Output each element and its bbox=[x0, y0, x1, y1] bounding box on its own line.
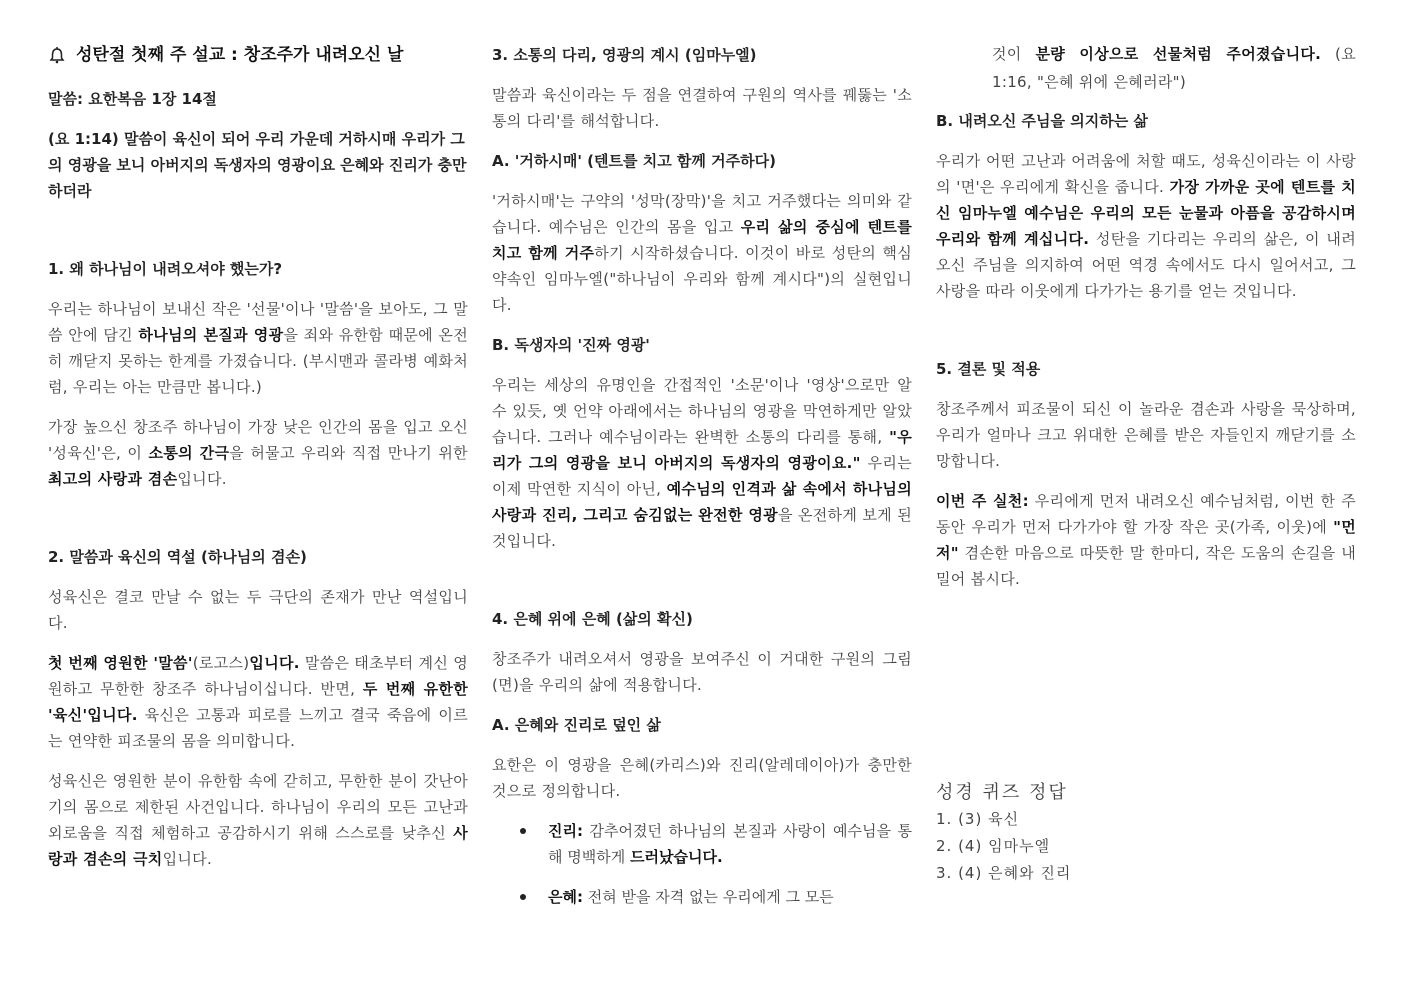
column-middle bbox=[492, 40, 912, 910]
section-4a-heading: A. 은혜와 진리로 덮인 삶 bbox=[492, 716, 661, 734]
quiz-answer: 1. (3) 육신 bbox=[936, 810, 1020, 828]
section-5-heading: 5. 결론 및 적용 bbox=[936, 360, 1041, 378]
section-1-paragraph-1: 우리는 하나님이 보내신 작은 '선물'이나 '말씀'을 보아도, 그 말씀 안에 담긴 하나님의 본질과 영광을 죄와 유한함 때문에 온전히 깨닫지 못하는 한계를 가졌습니다. (부시맨과 콜라병 예화처럼, 우리는 아는 만큼만 봅니다.) bbox=[48, 300, 469, 396]
section-2-paragraph-3: 성육신은 영원한 분이 유한함 속에 갇히고, 무한한 분이 갓난아기의 몸으로 제한된 사건입니다. 하나님이 우리의 모든 고난과 외로움을 직접 체험하고 공감하시기 위해 스스로를 낮추신 사랑과 겸손의 극치입니다. bbox=[48, 772, 468, 868]
grace-continuation: 것이 분량 이상으로 선물처럼 주어졌습니다. (요 1:16, "은혜 위에 은혜러라") bbox=[992, 45, 1356, 91]
scripture-reference: 말씀: 요한복음 1장 14절 bbox=[48, 90, 217, 108]
section-3a-heading: A. '거하시매' (텐트를 치고 함께 거주하다) bbox=[492, 152, 776, 170]
list-item: 진리: 감추어졌던 하나님의 본질과 사랑이 예수님을 통해 명백하게 드러났습니다. bbox=[548, 818, 912, 870]
section-2-heading: 2. 말씀과 육신의 역설 (하나님의 겸손) bbox=[48, 548, 307, 566]
section-4a-paragraph: 요한은 이 영광을 은혜(카리스)와 진리(알레데이아)가 충만한 것으로 정의합니다. bbox=[492, 756, 912, 800]
section-3b-heading: B. 독생자의 '진짜 영광' bbox=[492, 336, 650, 354]
section-4b-heading: B. 내려오신 주님을 의지하는 삶 bbox=[936, 112, 1148, 130]
column-left bbox=[48, 40, 468, 872]
section-5-paragraph-1: 창조주께서 피조물이 되신 이 놀라운 겸손과 사랑을 묵상하며, 우리가 얼마나 크고 위대한 은혜를 받은 자들인지 깨닫기를 소망합니다. bbox=[936, 400, 1356, 470]
section-4b-paragraph: 우리가 어떤 고난과 어려움에 처할 때도, 성육신이라는 이 사랑의 '면'은 우리에게 확신을 줍니다. 가장 가까운 곳에 텐트를 치신 임마누엘 예수님은 우리의 모든 눈물과 아픔을 공감하시며 우리와 함께 계십니다. 성탄을 기다리는 우리의 삶은, 이 내려오신 주님을 의지하여 어떤 역경 속에서도 다시 일어서고, 그 사랑을 따라 이웃에게 다가가는 용기를 얻는 것입니다. bbox=[936, 152, 1357, 300]
section-4-paragraph-1: 창조주가 내려오셔서 영광을 보여주신 이 거대한 구원의 그림(면)을 우리의 삶에 적용합니다. bbox=[492, 650, 912, 694]
bible-quiz-answers bbox=[936, 780, 1356, 887]
section-3b-paragraph: 우리는 세상의 유명인을 간접적인 '소문'이나 '영상'으로만 알 수 있듯, 옛 언약 아래에서는 하나님의 영광을 막연하게만 알았습니다. 그러나 예수님이라는 완벽한 소통의 다리를 통해, "우리가 그의 영광을 보니 아버지의 독생자의 영광이요." 우리는 이제 막연한 지식이 아닌, 예수님의 인격과 삶 속에서 하나님의 사랑과 진리, 그리고 숨김없는 완전한 영광을 온전하게 보게 된 것입니다. bbox=[492, 376, 912, 550]
list-item: 은혜: 전혀 받을 자격 없는 우리에게 그 모든 bbox=[548, 884, 912, 910]
quiz-title: 성경 퀴즈 정답 bbox=[936, 782, 1068, 803]
section-3a-paragraph: '거하시매'는 구약의 '성막(장막)'을 치고 거주했다는 의미와 같습니다. 예수님은 인간의 몸을 입고 우리 삶의 중심에 텐트를 치고 함께 거주하기 시작하셨습니다. 이것이 바로 성탄의 핵심 약속인 임마누엘("하나님이 우리와 함께 계시다")의 실현입니다. bbox=[492, 192, 912, 314]
section-1-paragraph-2: 가장 높으신 창조주 하나님이 가장 낮은 인간의 몸을 입고 오신 '성육신'은, 이 소통의 간극을 허물고 우리와 직접 만나기 위한 최고의 사랑과 겸손입니다. bbox=[48, 418, 468, 488]
sermon-title: 성탄절 첫째 주 설교 : 창조주가 내려오신 날 bbox=[48, 40, 468, 70]
key-verse: (요 1:14) 말씀이 육신이 되어 우리 가운데 거하시매 우리가 그의 영광을 보니 아버지의 독생자의 영광이요 은혜와 진리가 충만하더라 bbox=[48, 130, 467, 200]
section-5-paragraph-2: 이번 주 실천: 우리에게 먼저 내려오신 예수님처럼, 이번 한 주 동안 우리가 먼저 다가가야 할 가장 작은 곳(가족, 이웃)에 "먼저" 겸손한 마음으로 따뜻한 말 한마디, 작은 도움의 손길을 내밀어 봅시다. bbox=[936, 492, 1357, 588]
section-4-heading: 4. 은혜 위에 은혜 (삶의 확신) bbox=[492, 610, 693, 628]
bell-icon bbox=[48, 46, 66, 64]
section-2-paragraph-1: 성육신은 결코 만날 수 없는 두 극단의 존재가 만난 역설입니다. bbox=[48, 588, 468, 632]
quiz-answer: 3. (4) 은혜와 진리 bbox=[936, 864, 1072, 882]
section-1-heading: 1. 왜 하나님이 내려오셔야 했는가? bbox=[48, 260, 283, 278]
section-3-heading: 3. 소통의 다리, 영광의 계시 (임마누엘) bbox=[492, 46, 757, 64]
column-right bbox=[936, 40, 1356, 887]
quiz-answer: 2. (4) 임마누엘 bbox=[936, 837, 1051, 855]
grace-truth-list bbox=[492, 818, 912, 910]
section-3-paragraph-1: 말씀과 육신이라는 두 점을 연결하여 구원의 역사를 꿰뚫는 '소통의 다리'를 해석합니다. bbox=[492, 86, 912, 130]
section-2-paragraph-2: 첫 번째 영원한 '말씀'(로고스)입니다. 말씀은 태초부터 계신 영원하고 무한한 창조주 하나님이십니다. 반면, 두 번째 유한한 '육신'입니다. 육신은 고통과 피로를 느끼고 결국 죽음에 이르는 연약한 피조물의 몸을 의미합니다. bbox=[48, 654, 468, 750]
bullet-icon bbox=[520, 894, 526, 900]
bullet-icon bbox=[520, 828, 526, 834]
